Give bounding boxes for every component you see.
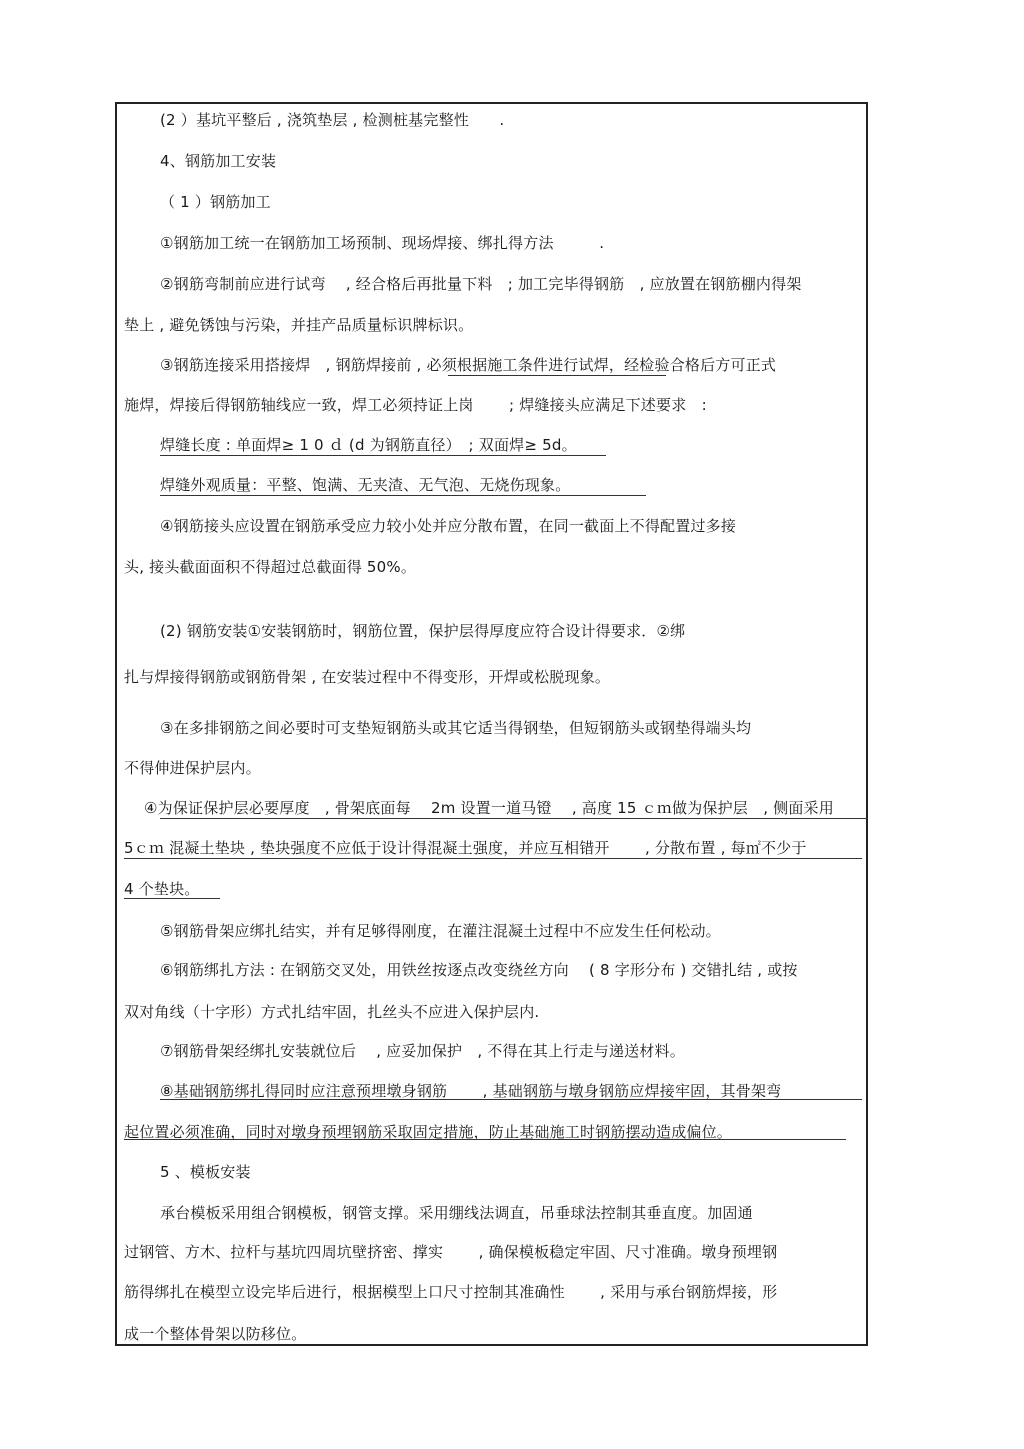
section-heading: 5 、模板安装 — [160, 1163, 251, 1181]
underline — [124, 858, 862, 859]
text-line: 4 个垫块。 — [124, 880, 200, 898]
text-line: ④为保证保护层必要厚度 , 骨架底面每 2m 设置一道马镫 , 高度 15 ｃｍ做为保护层 , 侧面采用 — [144, 799, 834, 817]
text-line: 双对角线（十字形）方式扎结牢固，扎丝头不应进入保护层内. — [124, 1003, 540, 1021]
text-line: ④钢筋接头应设置在钢筋承受应力较小处并应分散布置，在同一截面上不得配置过多接 — [160, 517, 737, 535]
text-line: 不得伸进保护层内。 — [124, 759, 261, 777]
text-line: 垫上 , 避免锈蚀与污染，并挂产品质量标识牌标识。 — [124, 316, 474, 334]
text-line: 成一个整体骨架以防移位。 — [124, 1325, 307, 1343]
underline — [160, 818, 868, 819]
text-line: (2 ）基坑平整后 , 浇筑垫层 , 检测桩基完整性 . — [160, 111, 505, 129]
underline — [448, 375, 666, 376]
text-line: ①钢筋加工统一在钢筋加工场预制、现场焊接、绑扎得方法 . — [160, 234, 605, 252]
text-line: 施焊，焊接后得钢筋轴线应一致，焊工必须持证上岗 ; 焊缝接头应满足下述要求 : — [124, 396, 707, 414]
underline — [124, 898, 220, 899]
text-line: 起位置必须准确，同时对墩身预埋钢筋采取固定措施，防止基础施工时钢筋摆动造成偏位。 — [124, 1123, 733, 1141]
text-line: 筋得绑扎在模型立设完毕后进行，根据模型上口尺寸控制其准确性 , 采用与承台钢筋焊接，形 — [124, 1283, 778, 1301]
underline — [160, 495, 646, 496]
text-line: ③在多排钢筋之间必要时可支垫短钢筋头或其它适当得钢垫，但短钢筋头或钢垫得端头均 — [160, 719, 752, 737]
text-line: ⑤钢筋骨架应绑扎结实，并有足够得刚度，在灌注混凝土过程中不应发生任何松动。 — [160, 922, 721, 940]
text-line: 承台模板采用组合钢模板，钢管支撑。采用绷线法调直，吊垂球法控制其垂直度。加固通 — [160, 1204, 753, 1222]
text-line: 5ｃｍ 混凝土垫块 , 垫块强度不应低于设计得混凝土强度，并应互相错开 , 分散布置 , 每㎡不少于 — [124, 839, 807, 857]
underline — [124, 1139, 846, 1140]
text-line: ⑦钢筋骨架经绑扎安装就位后 , 应妥加保护 , 不得在其上行走与递送材料。 — [160, 1042, 685, 1060]
text-line: 焊缝外观质量：平整、饱满、无夹渣、无气泡、无烧伤现象。 — [160, 476, 571, 494]
text-line: ⑧基础钢筋绑扎得同时应注意预埋墩身钢筋 , 基础钢筋与墩身钢筋应焊接牢固，其骨架弯 — [160, 1082, 782, 1100]
text-line: 焊缝长度 : 单面焊≥ 1 0 ｄ (d 为钢筋直径） ; 双面焊≥ 5d。 — [160, 436, 577, 454]
underline — [160, 1099, 862, 1100]
text-line: 扎与焊接得钢筋或钢筋骨架 , 在安装过程中不得变形，开焊或松脱现象。 — [124, 668, 611, 686]
text-line: (2) 钢筋安装①安装钢筋时，钢筋位置，保护层得厚度应符合设计得要求．②绑 — [160, 622, 686, 640]
text-line: ②钢筋弯制前应进行试弯 , 经合格后再批量下料 ; 加工完毕得钢筋 , 应放置在钢筋棚内得架 — [160, 275, 802, 293]
text-line: ③钢筋连接采用搭接焊 , 钢筋焊接前 , 必须根据施工条件进行试焊，经检验合格后方可正式 — [160, 356, 777, 374]
underline — [160, 455, 606, 456]
subsection-heading: （ 1 ）钢筋加工 — [160, 193, 271, 211]
section-heading: 4、钢筋加工安装 — [160, 152, 277, 170]
text-line: 过钢管、方木、拉杆与基坑四周坑壁挤密、撑实 , 确保模板稳定牢固、尺寸准确。墩身预埋钢 — [124, 1243, 778, 1261]
text-line: ⑥钢筋绑扎方法 : 在钢筋交叉处，用铁丝按逐点改变绕丝方向 ( 8 字形分布 ) 交错扎结 , 或按 — [160, 961, 798, 979]
text-line: 头, 接头截面面积不得超过总截面得 50%。 — [124, 558, 417, 576]
